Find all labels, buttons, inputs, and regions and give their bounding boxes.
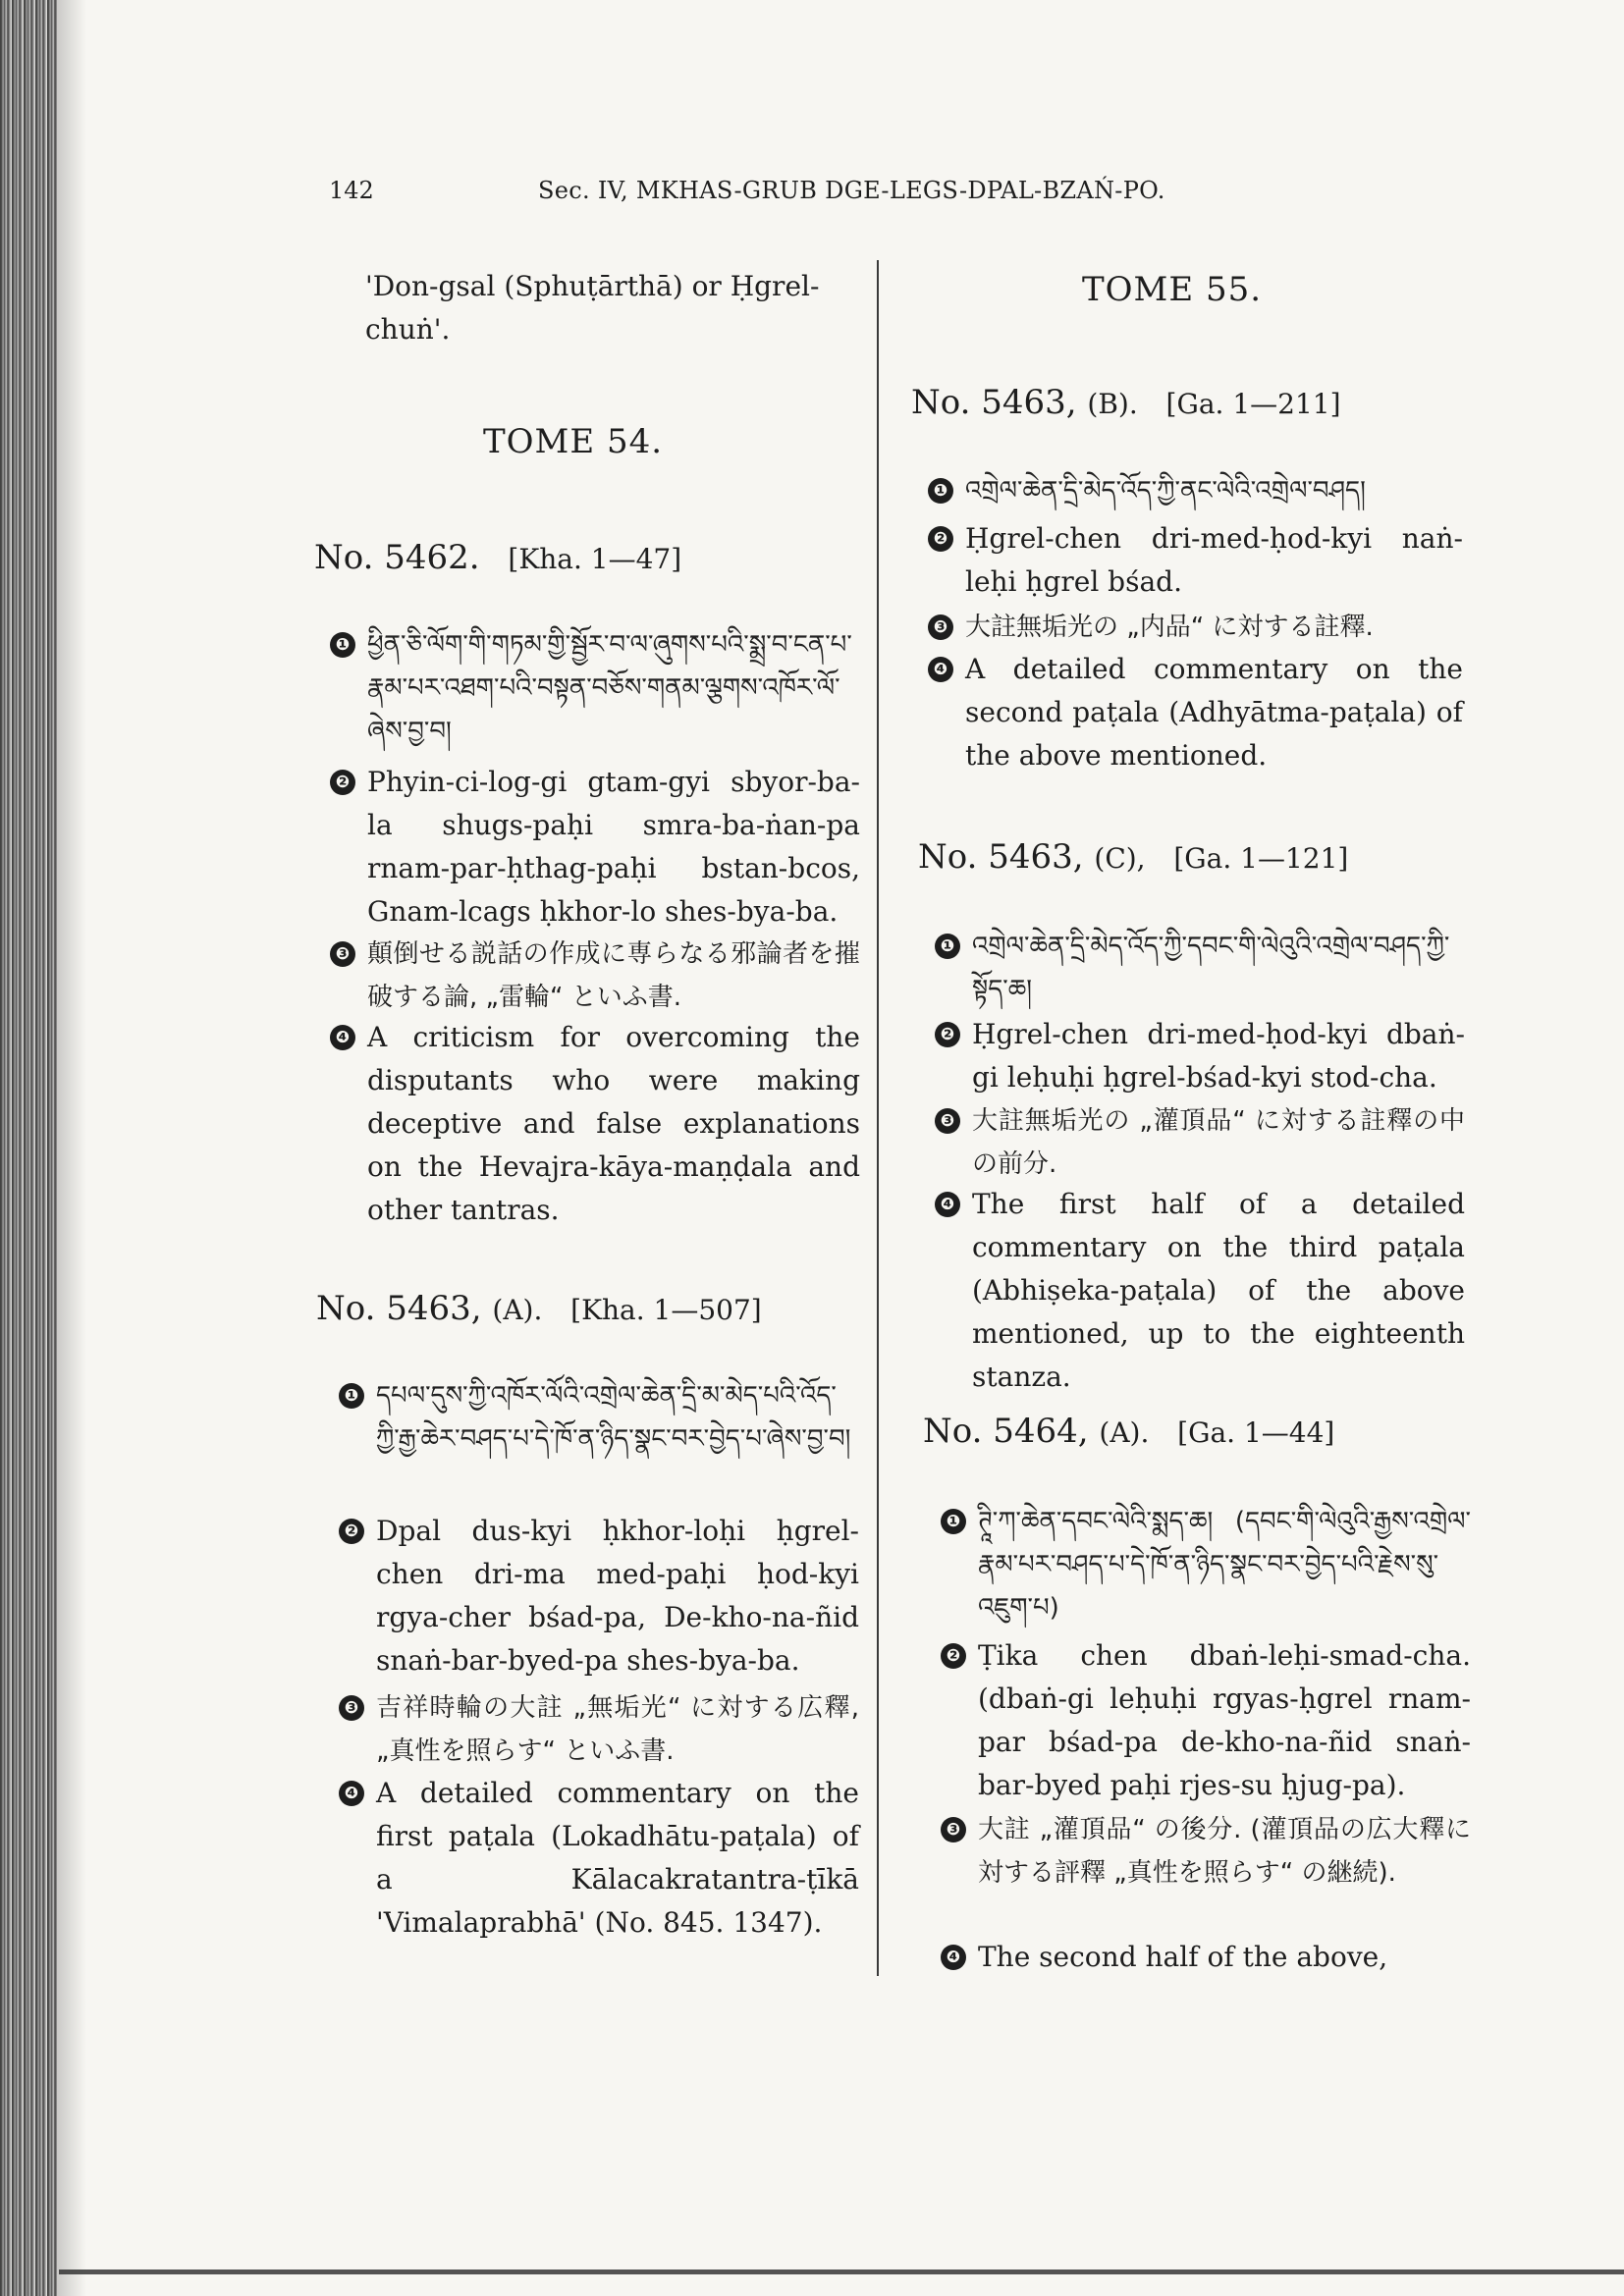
marker-3-icon: ❸ [330, 941, 355, 967]
entry-5463b-tibetan [928, 469, 1463, 512]
entry-reference: [Kha. 1—47] [508, 543, 682, 575]
entry-5462-heading [314, 538, 681, 577]
romanized-title: Ḥgrel-chen dri-med-ḥod-kyi naṅ-leḥi ḥgrel bśad. [965, 522, 1463, 598]
marker-1-icon: ❶ [339, 1383, 364, 1409]
marker-2-icon: ❷ [339, 1519, 364, 1544]
japanese-title: 大註無垢光の „内品“ に対する註釋. [965, 613, 1374, 642]
entry-5464a-heading [923, 1412, 1334, 1451]
japanese-title: 大註 „灌頂品“ の後分. (灌頂品の広大釋に対する評釋 „真性を照らす“ の継続). [978, 1815, 1471, 1888]
entry-5463c-english [935, 1183, 1465, 1399]
entry-number: No. 5464, [923, 1412, 1089, 1451]
marker-4-icon: ❹ [935, 1192, 960, 1217]
entry-5463a-japanese [339, 1686, 859, 1773]
tibetan-title: འགྲེལ་ཆེན་དྲི་མེད་འོད་ཀྱི་དབང་གི་ལེའུའི་འགྲེལ་བཤད་ཀྱི་སྟོད་ཆ། [972, 932, 1450, 1004]
entry-5464a-tibetan [941, 1500, 1471, 1629]
entry-5463c-heading [918, 837, 1348, 877]
entry-5462-english [330, 1016, 860, 1232]
japanese-title: 顛倒せる説話の作成に専らなる邪論者を摧破する論, „雷輪“ といふ書. [367, 939, 860, 1012]
entry-number: No. 5463, [911, 383, 1077, 422]
entry-5463b-roman [928, 517, 1463, 604]
marker-4-icon: ❹ [928, 657, 953, 682]
entry-5463b-english [928, 648, 1463, 777]
book-binding-edge [0, 0, 57, 2296]
marker-3-icon: ❸ [928, 614, 953, 640]
entry-reference: [Kha. 1—507] [570, 1294, 762, 1326]
entry-reference: [Ga. 1—121] [1173, 842, 1349, 875]
romanized-title: Ṭika chen dbaṅ-leḥi-smad-cha. (dbaṅ-gi leḥuḥi rgyas-ḥgrel rnam-par bśad-pa de-kho-na-ñid snaṅ-bar-byed paḥi rjes-su ḥjug-pa). [978, 1639, 1471, 1801]
binding-shadow [57, 0, 86, 2296]
english-description: The second half of the above, [978, 1941, 1388, 1973]
entry-5463c-roman [935, 1013, 1465, 1099]
marker-3-icon: ❸ [935, 1108, 960, 1134]
entry-number: No. 5463, [918, 837, 1084, 877]
intro-text: 'Don-gsal (Sphuṭārthā) or Ḥgrel-chuṅ'. [365, 270, 820, 346]
entry-number: No. 5462. [314, 538, 480, 577]
page-bottom-edge [59, 2269, 1624, 2274]
english-description: A detailed commentary on the second paṭala (Adhyātma-paṭala) of the above mentioned. [965, 653, 1463, 772]
tibetan-title: འགྲེལ་ཆེན་དྲི་མེད་འོད་ཀྱི་ནང་ལེའི་འགྲེལ་བཤད། [965, 476, 1366, 506]
marker-2-icon: ❷ [928, 526, 953, 552]
marker-2-icon: ❷ [941, 1643, 966, 1669]
entry-5463a-heading [316, 1289, 762, 1328]
tome-54-heading: TOME 54. [483, 422, 664, 461]
entry-5463a-tibetan [339, 1374, 859, 1461]
entry-5463c-tibetan [935, 925, 1465, 1011]
entry-5463b-japanese [928, 606, 1463, 649]
marker-1-icon: ❶ [928, 478, 953, 504]
entry-5463b-heading [911, 383, 1341, 422]
marker-1-icon: ❶ [941, 1509, 966, 1534]
entry-subpart: (B). [1087, 388, 1138, 420]
entry-subpart: (C), [1094, 842, 1146, 875]
entry-5463a-roman [339, 1510, 859, 1682]
entry-5462-roman [330, 761, 860, 934]
japanese-title: 大註無垢光の „灌頂品“ に対する註釋の中の前分. [972, 1106, 1465, 1179]
running-header: Sec. IV, MKHAS-GRUB DGE-LEGS-DPAL-BZAŃ-PO. [538, 177, 1165, 204]
marker-3-icon: ❸ [339, 1695, 364, 1721]
romanized-title: Phyin-ci-log-gi gtam-gyi sbyor-ba-la shugs-paḥi smra-ba-ṅan-pa rnam-par-ḥthag-paḥi bstan-bcos, Gnam-lcags ḥkhor-lo shes-bya-ba. [367, 766, 860, 928]
marker-4-icon: ❹ [941, 1945, 966, 1970]
tibetan-title: ཕྱིན་ཅི་ལོག་གི་གཏམ་གྱི་སྦྱོར་བ་ལ་ཞུགས་པའི་སྨྲ་བ་ངན་པ་རྣམ་པར་འཐག་པའི་བསྟན་བཅོས་གནམ་ལྕགས་འཁོར་ལོ་ཞེས་བྱ་བ། [367, 630, 852, 746]
marker-3-icon: ❸ [941, 1817, 966, 1842]
tibetan-title: ཊཱི་ཀ་ཆེན་དབང་ལེའི་སྨད་ཆ། (དབང་གི་ལེའུའི་རྒྱས་འགྲེལ་རྣམ་པར་བཤད་པ་དེ་ཁོ་ན་ཉིད་སྣང་བར་བྱེད་པའི་རྗེས་སུ་འཇུག་པ) [978, 1507, 1471, 1623]
marker-1-icon: ❶ [330, 632, 355, 658]
entry-5464a-roman [941, 1634, 1471, 1807]
romanized-title: Dpal dus-kyi ḥkhor-loḥi ḥgrel-chen dri-ma med-paḥi ḥod-kyi rgya-cher bśad-pa, De-kho-na-ñid snaṅ-bar-byed-pa shes-bya-ba. [376, 1515, 859, 1677]
tibetan-title: དཔལ་དུས་ཀྱི་འཁོར་ལོའི་འགྲེལ་ཆེན་དྲི་མ་མེད་པའི་འོད་ཀྱི་རྒྱ་ཆེར་བཤད་པ་དེ་ཁོ་ན་ཉིད་སྣང་བར་བྱེད་པ་ཞེས་བྱ་བ། [376, 1381, 851, 1454]
japanese-title: 吉祥時輪の大註 „無垢光“ に対する広釋, „真性を照らす“ といふ書. [376, 1693, 859, 1766]
english-description: A detailed commentary on the first paṭala (Lokadhātu-paṭala) of a Kālacakratantra-ṭīkā 'Vimalaprabhā' (No. 845. 1347). [376, 1777, 859, 1939]
romanized-title: Ḥgrel-chen dri-med-ḥod-kyi dbaṅ-gi leḥuḥi ḥgrel-bśad-kyi stod-cha. [972, 1018, 1465, 1094]
marker-1-icon: ❶ [935, 934, 960, 959]
marker-2-icon: ❷ [935, 1022, 960, 1047]
entry-5463a-english [339, 1772, 859, 1945]
marker-4-icon: ❹ [339, 1781, 364, 1806]
entry-5462-japanese [330, 933, 860, 1019]
entry-5464a-japanese [941, 1808, 1471, 1895]
column-divider [877, 260, 879, 1976]
entry-5464a-english [941, 1936, 1471, 1979]
tome-55-heading: TOME 55. [1082, 270, 1263, 309]
english-description: The first half of a detailed commentary on the third paṭala (Abhiṣeka-paṭala) of the above mentioned, up to the eighteenth stanza. [972, 1188, 1465, 1393]
entry-subpart: (A). [492, 1294, 543, 1326]
entry-number: No. 5463, [316, 1289, 482, 1328]
marker-2-icon: ❷ [330, 770, 355, 795]
page-number: 142 [329, 177, 374, 204]
english-description: A criticism for overcoming the disputants who were making deceptive and false explanations on the Hevajra-kāya-maṇḍala and other tantras. [367, 1021, 860, 1226]
entry-subpart: (A). [1099, 1416, 1150, 1449]
entry-reference: [Ga. 1—211] [1165, 388, 1341, 420]
entry-reference: [Ga. 1—44] [1177, 1416, 1335, 1449]
marker-4-icon: ❹ [330, 1025, 355, 1050]
entry-5462-tibetan [330, 623, 860, 753]
entry-5463c-japanese [935, 1099, 1465, 1186]
